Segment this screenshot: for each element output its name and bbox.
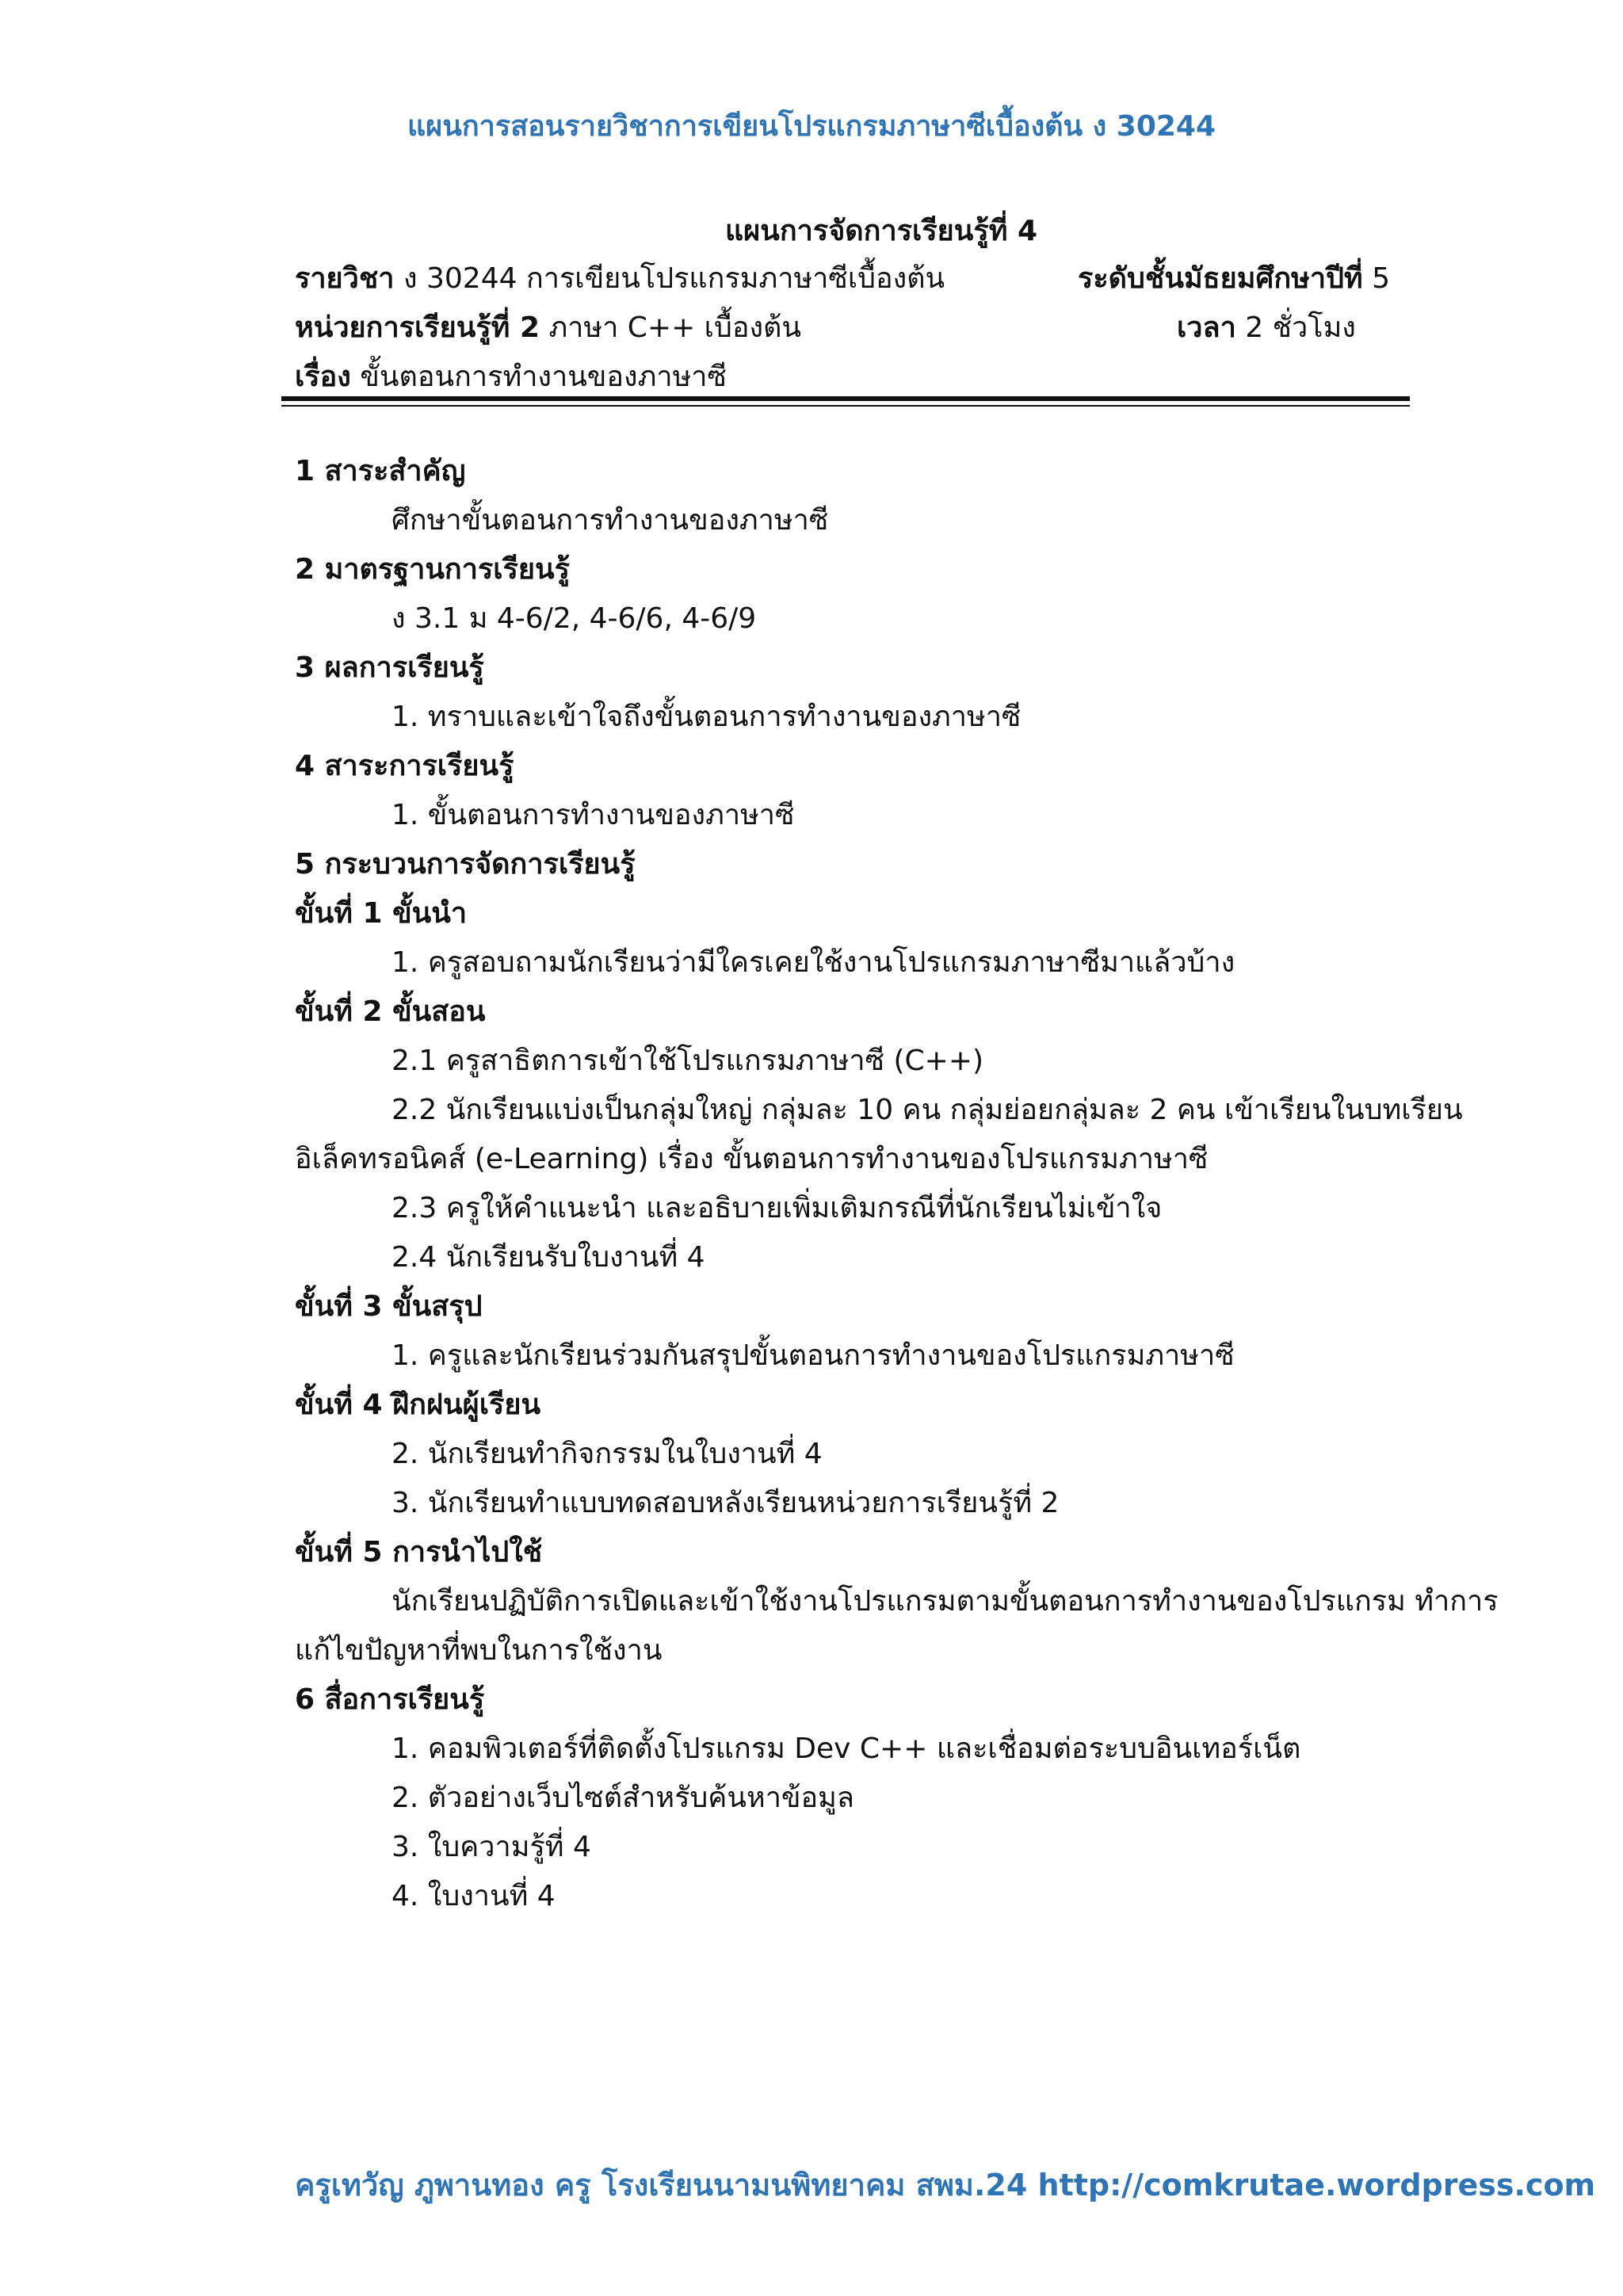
section-heading: 2 มาตรฐานการเรียนรู้ [295, 553, 570, 586]
list-item: 2.2 นักเรียนแบ่งเป็นกลุ่มใหญ่ กลุ่มละ 10 คน กลุ่มย่อยกลุ่มละ 2 คน เข้าเรียนในบทเรียน [391, 1094, 1463, 1126]
list-item: 1. ครูสอบถามนักเรียนว่ามีใครเคยใช้งานโปรแกรมภาษาซีมาแล้วบ้าง [391, 946, 1235, 979]
time-line [1177, 304, 1356, 350]
topic-line [295, 353, 727, 399]
list-item: 3. นักเรียนทำแบบทดสอบหลังเรียนหน่วยการเรียนรู้ที่ 2 [391, 1487, 1060, 1519]
plan-title: แผนการจัดการเรียนรู้ที่ 4 [724, 215, 1038, 247]
double-rule-thin [281, 405, 1410, 407]
section-heading: 3 ผลการเรียนรู้ [295, 651, 484, 684]
unit-line [295, 304, 801, 350]
subject-label: รายวิชา [295, 262, 395, 295]
time-value: 2 ชั่วโมง [1235, 311, 1356, 344]
level-value: 5 [1362, 262, 1391, 295]
list-item-continuation: อิเล็คทรอนิคส์ (e-Learning) เรื่อง ขั้นตอนการทำงานของโปรแกรมภาษาซี [295, 1143, 1209, 1175]
list-item: 2. ตัวอย่างเว็บไซต์สำหรับค้นหาข้อมูล [391, 1782, 854, 1814]
section-text: ศึกษาขั้นตอนการทำงานของภาษาซี [391, 504, 829, 537]
unit-value: ภาษา C++ เบื้องต้น [540, 311, 802, 344]
paragraph-line: นักเรียนปฏิบัติการเปิดและเข้าใช้งานโปรแกรมตามขั้นตอนการทำงานของโปรแกรม ทำการ [391, 1585, 1499, 1618]
topic-label: เรื่อง [295, 361, 351, 393]
level-line [1078, 255, 1390, 300]
level-label: ระดับชั้นมัธยมศึกษาปีที่ [1078, 262, 1363, 295]
time-label: เวลา [1177, 311, 1236, 344]
step-heading: ขั้นที่ 2 ขั้นสอน [295, 995, 486, 1028]
document-footer: ครูเทวัญ ภูพานทอง ครู โรงเรียนนามนพิทยาคม สพม.24 http://comkrutae.wordpress.com [295, 2168, 1596, 2202]
unit-label: หน่วยการเรียนรู้ที่ 2 [295, 311, 540, 344]
step-heading: ขั้นที่ 1 ขั้นนำ [295, 897, 468, 930]
list-item: 1. คอมพิวเตอร์ที่ติดตั้งโปรแกรม Dev C++ และเชื่อมต่อระบบอินเทอร์เน็ต [391, 1733, 1301, 1765]
section-text: ง 3.1 ม 4-6/2, 4-6/6, 4-6/9 [391, 602, 757, 635]
list-item: 1. ขั้นตอนการทำงานของภาษาซี [391, 799, 795, 831]
step-heading: ขั้นที่ 5 การนำไปใช้ [295, 1536, 543, 1568]
list-item: 2.1 ครูสาธิตการเข้าใช้โปรแกรมภาษาซี (C++) [391, 1045, 984, 1077]
list-item: 2.3 ครูให้คำแนะนำ และอธิบายเพิ่มเติมกรณีที่นักเรียนไม่เข้าใจ [391, 1192, 1163, 1224]
section-heading: 6 สื่อการเรียนรู้ [295, 1683, 485, 1716]
section-heading: 5 กระบวนการจัดการเรียนรู้ [295, 848, 636, 881]
double-rule-thick [281, 396, 1410, 401]
list-item: 1. ครูและนักเรียนร่วมกันสรุปขั้นตอนการทำงานของโปรแกรมภาษาซี [391, 1339, 1235, 1372]
list-item: 4. ใบงานที่ 4 [391, 1880, 556, 1912]
subject-value: ง 30244 การเขียนโปรแกรมภาษาซีเบื้องต้น [394, 262, 945, 295]
section-heading: 4 สาระการเรียนรู้ [295, 750, 514, 782]
list-item: 2.4 นักเรียนรับใบงานที่ 4 [391, 1241, 705, 1274]
list-item: 3. ใบความรู้ที่ 4 [391, 1831, 591, 1863]
step-heading: ขั้นที่ 4 ฝึกฝนผู้เรียน [295, 1389, 541, 1421]
section-heading: 1 สาระสำคัญ [295, 455, 466, 487]
subject-line [295, 255, 945, 300]
list-item: 2. นักเรียนทำกิจกรรมในใบงานที่ 4 [391, 1438, 823, 1470]
paragraph-continuation: แก้ไขปัญหาที่พบในการใช้งาน [295, 1634, 663, 1667]
topic-value: ขั้นตอนการทำงานของภาษาซี [350, 361, 727, 393]
document-header: แผนการสอนรายวิชาการเขียนโปรแกรมภาษาซีเบื้องต้น ง 30244 [407, 110, 1216, 143]
list-item: 1. ทราบและเข้าใจถึงขั้นตอนการทำงานของภาษาซี [391, 701, 1022, 733]
step-heading: ขั้นที่ 3 ขั้นสรุป [295, 1290, 483, 1323]
